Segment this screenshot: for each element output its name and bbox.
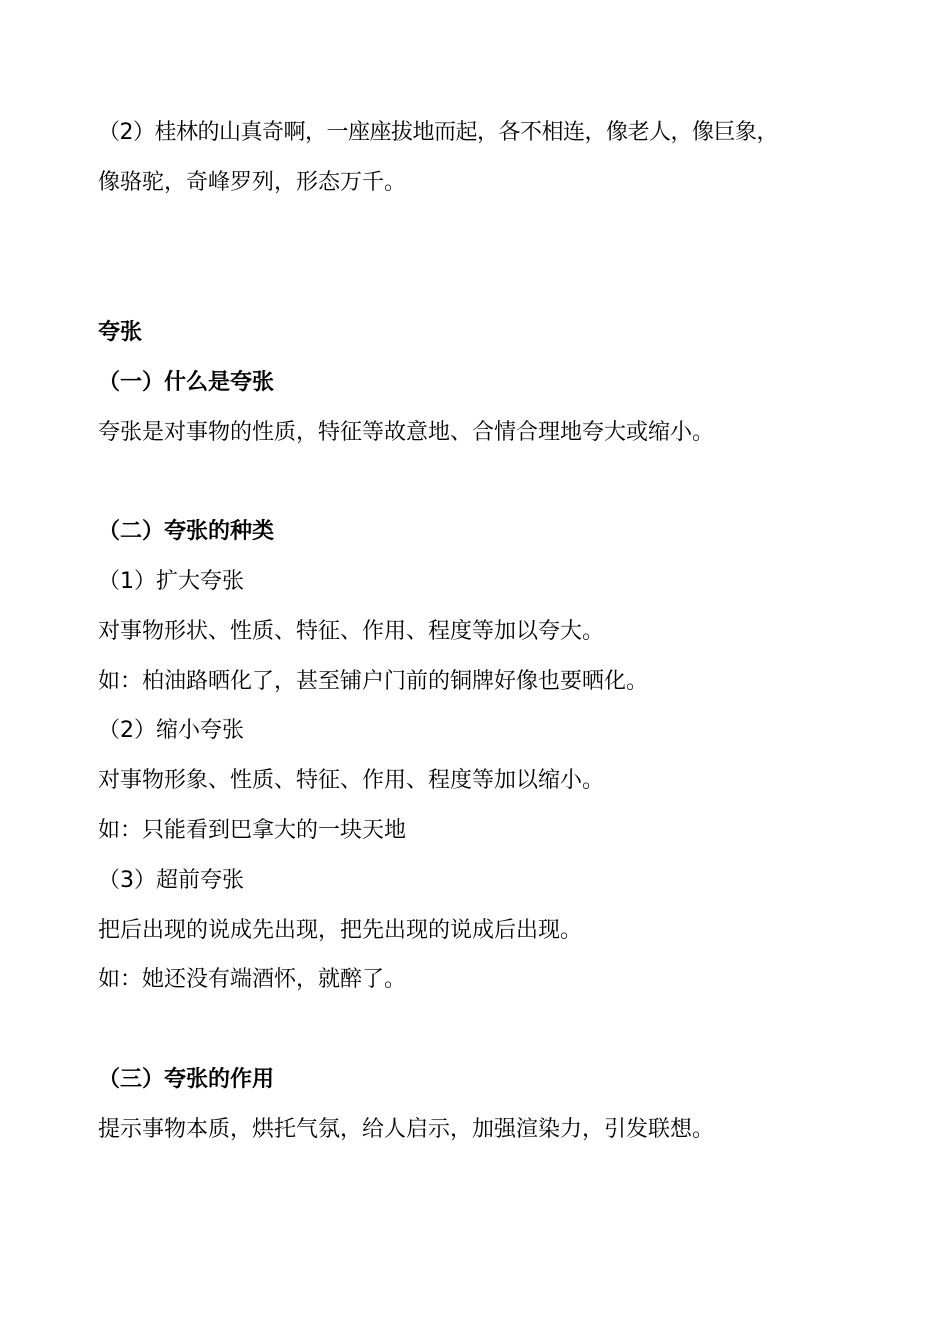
kind-label: （3）超前夸张 [98, 868, 244, 893]
kind-label: （2）缩小夸张 [98, 718, 244, 743]
kind-description: 对事物形象、性质、特征、作用、程度等加以缩小。 [98, 768, 605, 793]
kind-description: 把后出现的说成先出现，把先出现的说成后出现。 [98, 918, 583, 943]
section-title: 夸张 [98, 320, 143, 345]
heading-kinds: （二）夸张的种类 [98, 519, 275, 544]
kind-example: 如：她还没有端酒怀，就醉了。 [98, 967, 407, 992]
example-2-line-2: 像骆驼，奇峰罗列，形态万千。 [98, 170, 407, 195]
heading-what-is: （一）什么是夸张 [98, 370, 275, 395]
effect-text: 提示事物本质，烘托气氛，给人启示，加强渲染力，引发联想。 [98, 1117, 715, 1142]
heading-effect: （三）夸张的作用 [98, 1067, 275, 1092]
kind-example: 如：只能看到巴拿大的一块天地 [98, 818, 407, 843]
example-2-line-1: （2）桂林的山真奇啊，一座座拔地而起，各不相连，像老人，像巨象， [98, 120, 778, 145]
kind-description: 对事物形状、性质、特征、作用、程度等加以夸大。 [98, 619, 605, 644]
kind-label: （1）扩大夸张 [98, 569, 244, 594]
kind-example: 如：柏油路晒化了，甚至铺户门前的铜牌好像也要晒化。 [98, 669, 649, 694]
definition-text: 夸张是对事物的性质，特征等故意地、合情合理地夸大或缩小。 [98, 420, 715, 445]
